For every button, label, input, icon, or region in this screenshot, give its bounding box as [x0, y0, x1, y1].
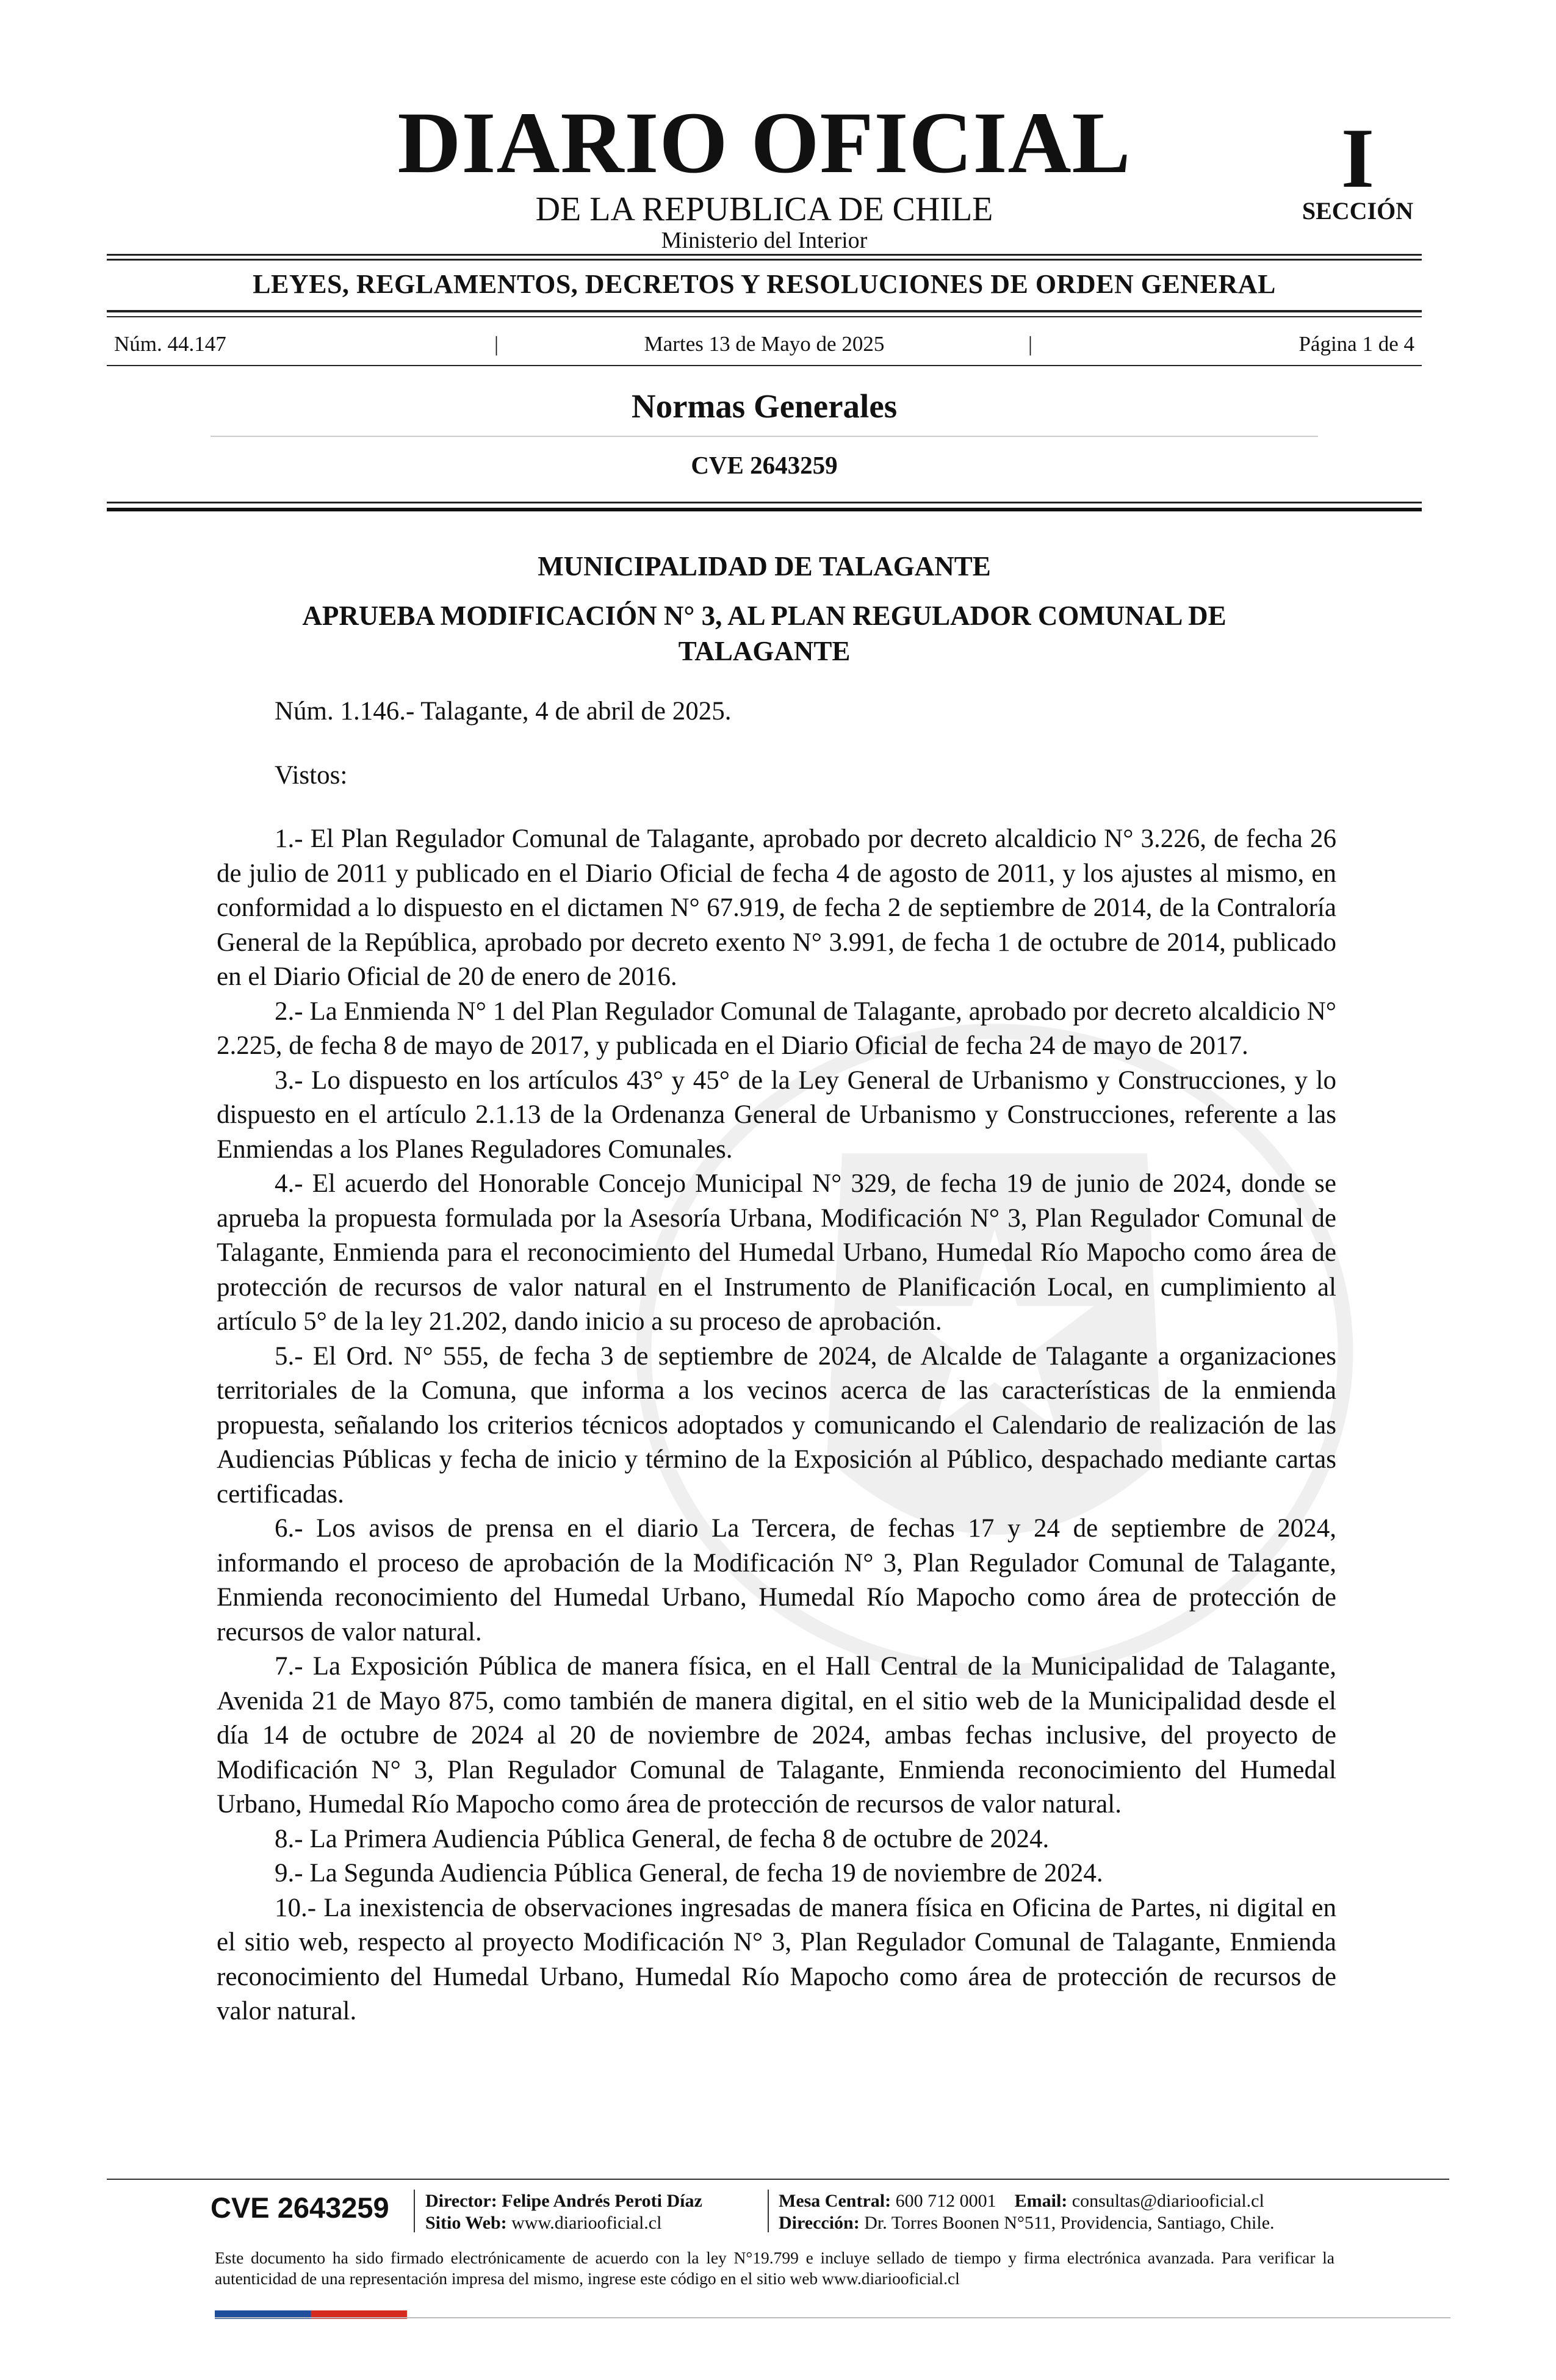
email-link[interactable]: consultas@diariooficial.cl: [1072, 2191, 1264, 2211]
paragraph: 7.- La Exposición Pública de manera física, en el Hall Central de la Municipalidad de Talagante, Avenida 21 de Mayo 875, como también de manera digital, en el sitio web de la Municipalidad desde el día 14 de octubre de 2024 al 20 de noviembre de 2024, ambas fechas inclusive, del proyecto de Modificación N° 3, Plan Regulador Comunal de Talagante, Enmienda reconocimiento del Humedal Urbano, Humedal Río Mapocho como área de protección de recursos de valor natural.: [217, 1652, 1336, 1819]
paragraph: 2.- La Enmienda N° 1 del Plan Regulador Comunal de Talagante, aprobado por decreto alcaldicio N° 2.225, de fecha 8 de mayo de 2017, y publicada en el Diario Oficial de fecha 24 de mayo de 2017.: [217, 997, 1336, 1060]
phone-number: 600 712 0001: [895, 2191, 996, 2211]
newspaper-subtitle: DE LA REPUBLICA DE CHILE: [535, 190, 993, 228]
paragraph: 10.- La inexistencia de observaciones ingresadas de manera física en Oficina de Partes, ni digital en el sitio web, respecto al proyecto Modificación N° 3, Plan Regulador Comunal de Talagante, Enmienda reconocimiento del Humedal Urbano, Humedal Río Mapocho como área de protección de recursos de valor natural.: [217, 1893, 1336, 2025]
decree-number-line: Núm. 1.146.- Talagante, 4 de abril de 2025.: [275, 697, 732, 726]
page-indicator: Página 1 de 4: [1298, 332, 1414, 356]
paragraph: 1.- El Plan Regulador Comunal de Talagante, aprobado por decreto alcaldicio N° 3.226, de fecha 26 de julio de 2011 y publicado en el Diario Oficial de fecha 4 de agosto de 2011, y los ajustes al mismo, en conformidad a lo dispuesto en el dictamen N° 67.919, de fecha 2 de septiembre de 2014, de la Contraloría General de la República, aprobado por decreto exento N° 3.991, de fecha 1 de octubre de 2014, publicado en el Diario Oficial de 20 de enero de 2016.: [217, 824, 1336, 991]
category-heading: LEYES, REGLAMENTOS, DECRETOS Y RESOLUCIONES DE ORDEN GENERAL: [253, 269, 1276, 299]
email-label: Email:: [1014, 2191, 1068, 2211]
footer-director-block: [425, 2190, 702, 2234]
footer-separator: [414, 2190, 415, 2232]
phone-label: Mesa Central:: [779, 2191, 891, 2211]
paragraph: 9.- La Segunda Audiencia Pública General, de fecha 19 de noviembre de 2024.: [275, 1859, 1103, 1888]
section-label: SECCIÓN: [1302, 197, 1414, 225]
divider: [107, 310, 1422, 312]
divider: [211, 436, 1318, 437]
website-label: Sitio Web:: [425, 2213, 507, 2233]
issue-number: Núm. 44.147: [114, 332, 226, 356]
ministry-label: Ministerio del Interior: [661, 228, 868, 253]
address-value: Dr. Torres Boonen N°511, Providencia, Santiago, Chile.: [864, 2213, 1275, 2233]
footer-cve-code: CVE 2643259: [211, 2191, 389, 2224]
director-name: Felipe Andrés Peroti Díaz: [502, 2191, 702, 2211]
paragraph: 5.- El Ord. N° 555, de fecha 3 de septiembre de 2024, de Alcalde de Talagante a organizaciones territoriales de la Comuna, que informa a los vecinos acerca de las características de la enmienda propuesta, señalando los criterios técnicos adoptados y comunicando el Calendario de realización de las Audiencias Públicas y fecha de inicio y término de la Exposición al Público, despachado mediante cartas certificadas.: [217, 1341, 1336, 1509]
header-divider: [107, 259, 1422, 261]
bottom-divider: [215, 2317, 1450, 2318]
website-link[interactable]: www.diariooficial.cl: [511, 2213, 662, 2233]
section-indicator: [1294, 111, 1422, 225]
divider: [107, 365, 1422, 366]
footer-separator: [768, 2190, 769, 2232]
issue-info-bar: [107, 332, 1422, 360]
institution-name: MUNICIPALIDAD DE TALAGANTE: [538, 551, 991, 582]
separator: |: [494, 332, 499, 356]
paragraph: 8.- La Primera Audiencia Pública General, de fecha 8 de octubre de 2024.: [275, 1824, 1050, 1853]
issue-date: Martes 13 de Mayo de 2025: [644, 332, 885, 356]
footer-contact-block: [779, 2190, 1275, 2234]
vistos-label: Vistos:: [275, 760, 348, 790]
footer-divider: [107, 2179, 1449, 2180]
address-label: Dirección:: [779, 2213, 860, 2233]
decree-title: APRUEBA MODIFICACIÓN N° 3, AL PLAN REGULADOR COMUNAL DE TALAGANTE: [302, 600, 1226, 666]
section-heading: Normas Generales: [631, 388, 898, 425]
cve-code: CVE 2643259: [691, 451, 838, 479]
paragraph: 4.- El acuerdo del Honorable Concejo Municipal N° 329, de fecha 19 de junio de 2024, donde se aprueba la propuesta formulada por la Asesoría Urbana, Modificación N° 3, Plan Regulador Comunal de Talagante, Enmienda para el reconocimiento del Humedal Urbano, Humedal Río Mapocho como área de protección de recursos de valor natural en el Instrumento de Planificación Local, en cumplimiento al artículo 5° de la ley 21.202, dando inicio a su proceso de aprobación.: [217, 1169, 1336, 1336]
divider: [107, 502, 1422, 503]
section-number: I: [1341, 111, 1375, 206]
paragraph: 6.- Los avisos de prensa en el diario La Tercera, de fechas 17 y 24 de septiembre de 2024, informando el proceso de aprobación de la Modificación N° 3, Plan Regulador Comunal de Talagante, Enmienda reconocimiento del Humedal Urbano, Humedal Río Mapocho como área de protección de recursos de valor natural.: [217, 1514, 1336, 1646]
paragraph: 3.- Lo dispuesto en los artículos 43° y 45° de la Ley General de Urbanismo y Construcciones, y lo dispuesto en el artículo 2.1.13 de la Ordenanza General de Urbanismo y Construcciones, referente a las Enmiendas a los Planes Reguladores Comunales.: [217, 1066, 1336, 1164]
masthead-text: [107, 95, 1422, 254]
director-label: Director:: [425, 2191, 497, 2211]
divider: [107, 508, 1422, 511]
masthead: [107, 92, 1422, 269]
newspaper-title: DIARIO OFICIAL: [397, 95, 1131, 192]
header-divider: [107, 254, 1422, 256]
document-body: [217, 694, 1336, 2029]
divider: [107, 316, 1422, 317]
signature-notice: Este documento ha sido firmado electrónicamente de acuerdo con la ley N°19.799 e incluye sellado de tiempo y firma electrónica avanzada. Para verificar la autenticidad de una representación impresa del mismo, ingrese este código en el sitio web www.diariooficial.cl: [215, 2248, 1334, 2288]
separator: |: [1028, 332, 1033, 356]
